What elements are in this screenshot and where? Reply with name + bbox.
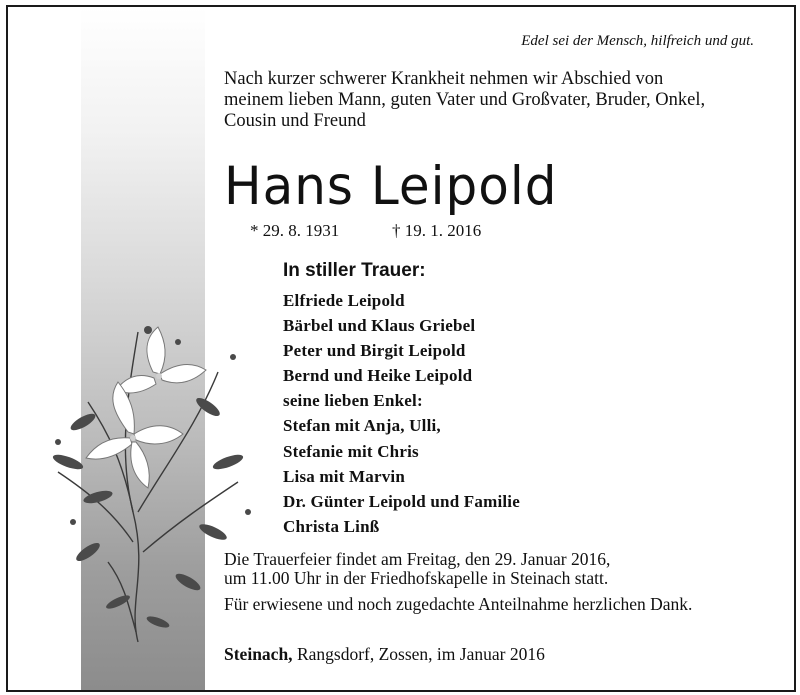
place-and-date: [224, 644, 545, 665]
funeral-line: Die Trauerfeier findet am Freitag, den 29. Januar 2016,: [224, 549, 611, 569]
mourning-heading: In stiller Trauer:: [283, 260, 426, 281]
intro-line: Nach kurzer schwerer Krankheit nehmen wir Abschied von: [224, 69, 664, 89]
funeral-line: um 11.00 Uhr in der Friedhofskapelle in Steinach statt.: [224, 568, 609, 588]
mourner-entry: Bernd und Heike Leipold: [283, 366, 473, 386]
place-town: Steinach,: [224, 644, 293, 664]
mourner-entry: Dr. Günter Leipold und Familie: [283, 491, 520, 511]
intro-line: meinem lieben Mann, guten Vater und Großvater, Bruder, Onkel,: [224, 90, 706, 110]
death-date: † 19. 1. 2016: [392, 221, 482, 240]
mourner-entry: Elfriede Leipold: [283, 291, 405, 310]
mourner-entry: Bärbel und Klaus Griebel: [283, 316, 476, 336]
mourner-entry: Stefanie mit Chris: [283, 441, 419, 461]
mourner-entry: Christa Linß: [283, 516, 380, 536]
intro-line: Cousin und Freund: [224, 111, 366, 131]
obituary-notice: [6, 5, 796, 692]
mourner-entry: Peter und Birgit Leipold: [283, 341, 466, 361]
mourners-list: [283, 288, 520, 539]
deceased-name: Hans Leipold: [224, 155, 558, 217]
mourner-entry: Stefan mit Anja, Ulli,: [283, 416, 441, 436]
thanks-text: Für erwiesene und noch zugedachte Anteilnahme herzlichen Dank.: [224, 594, 693, 614]
mourner-entry: Lisa mit Marvin: [283, 466, 405, 486]
birth-date: * 29. 8. 1931: [250, 221, 340, 240]
motto: Edel sei der Mensch, hilfreich und gut.: [521, 33, 754, 49]
funeral-info: [224, 550, 610, 588]
place-rest: Rangsdorf, Zossen, im Januar 2016: [292, 644, 545, 664]
intro-text: [224, 69, 764, 132]
mourner-entry: seine lieben Enkel:: [283, 391, 423, 411]
